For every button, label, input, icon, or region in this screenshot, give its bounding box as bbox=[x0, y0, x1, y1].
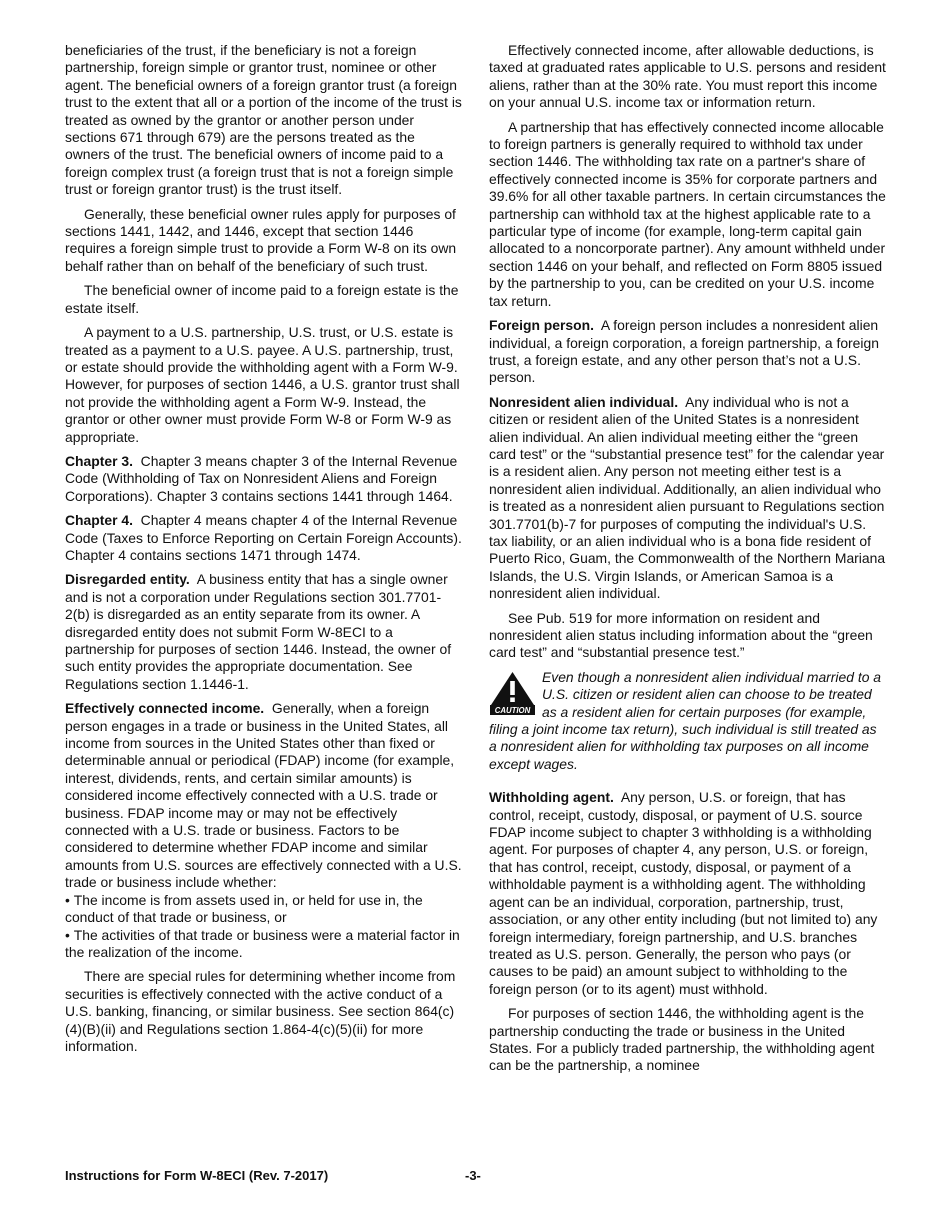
definition-text: A foreign person includes a nonresident alien individual, a foreign corporation, a foreign partnership, a foreign trust, a foreign estate, and any other person that’s not a U.S. person. bbox=[489, 317, 879, 386]
definition-text: Any person, U.S. or foreign, that has control, receipt, custody, disposal, or payment of U.S. source FDAP income subject to chapter 3 withholding is a withholding agent. For purposes of chapter 4, any person, U.S. or foreign, that has control, receipt, custody, disposal, or payment of a withholdable payment is a withholding agent. The withholding agent can be an individual, corporation, partnership, trust, association, or any other entity including (but not limited to) any foreign intermediary, foreign partnership, and U.S. branches treated as U.S. person. Generally, the person who pays (or causes to be paid) an amount subject to withholding to the foreign person (or to its agent) must withhold. bbox=[489, 789, 878, 997]
left-column bbox=[65, 42, 463, 1062]
bullet-icon: • bbox=[65, 891, 74, 908]
definition-chapter-3 bbox=[65, 453, 463, 505]
definition-withholding-agent bbox=[489, 789, 887, 998]
term-effectively-connected-income: Effectively connected income. bbox=[65, 700, 265, 717]
definition-text: Generally, when a foreign person engages in a trade or business in the United States, all income from sources in the United States other than fixed or determinable annual or periodical (FDAP) income (for example, interest, dividends, rents, and certain similar amounts) is considered income effectively connected with a U.S. trade or business. FDAP income may or may not be effectively connected with a U.S. trade or business. Factors to be considered to determine whether FDAP income and similar amounts from U.S. sources are effectively connected with a U.S. trade or business include whether: bbox=[65, 700, 462, 891]
paragraph-pub-519: See Pub. 519 for more information on resident and nonresident alien status including information about the “green card test” and “substantial presence test.” bbox=[489, 609, 873, 661]
paragraph-section-1446: For purposes of section 1446, the withholding agent is the partnership conducting the trade or business in the United States. For a publicly traded partnership, the withholding agent can be the partnership, a nominee bbox=[489, 1005, 875, 1074]
caution-note bbox=[489, 669, 887, 773]
page-footer bbox=[65, 1168, 885, 1186]
definition-text: A business entity that has a single owner and is not a corporation under Regulations section 301.7701-2(b) is disregarded as an entity separate from its owner. A disregarded entity does not submit Form W-8ECI to a partnership for purposes of section 1446. Instead, the owner of such entity provides the appropriate documentation. See Regulations section 1.1446-1. bbox=[65, 571, 452, 692]
paragraph-beneficial-owner-rules: Generally, these beneficial owner rules apply for purposes of sections 1441, 1442, and 1446, except that section 1446 requires a foreign simple trust to provide a Form W-8 on its own behalf rather than on behalf of the beneficiary of such trust. bbox=[65, 205, 457, 274]
caution-text: Even though a nonresident alien individual married to a U.S. citizen or resident alien can choose to be treated as a resident alien for certain purposes (for example, filing a joint income tax return), such individual is still treated as a nonresident alien for withholding tax purposes on all income except wages. bbox=[489, 668, 881, 772]
term-chapter-4: Chapter 4. bbox=[65, 512, 133, 529]
definition-chapter-4 bbox=[65, 512, 463, 564]
definition-disregarded-entity bbox=[65, 571, 463, 693]
term-withholding-agent: Withholding agent. bbox=[489, 789, 614, 806]
paragraph-special-rules: There are special rules for determining whether income from securities is effectively connected with the active conduct of a U.S. banking, financing, or similar business. See section 864(c)(4)(B)(ii) and Regulations section 1.864-4(c)(5)(ii) for more information. bbox=[65, 968, 456, 1054]
footer-title: Instructions for Form W-8ECI (Rev. 7-2017) bbox=[65, 1168, 329, 1183]
term-disregarded-entity: Disregarded entity. bbox=[65, 571, 190, 588]
bullet-icon: • bbox=[65, 926, 74, 943]
paragraph-graduated-rates: Effectively connected income, after allowable deductions, is taxed at graduated rates applicable to U.S. persons and resident aliens, rather than at the 30% rate. You must report this income on your annual U.S. income tax or information return. bbox=[489, 42, 886, 111]
caution-label: CAUTION bbox=[494, 705, 531, 715]
bullet-text: The income is from assets used in, or held for use in, the conduct of that trade or business, or bbox=[65, 891, 423, 926]
bullet-item bbox=[65, 927, 463, 962]
right-column bbox=[489, 42, 887, 1082]
caution-icon bbox=[489, 671, 536, 715]
page-number: -3- bbox=[465, 1168, 481, 1183]
definition-text: Chapter 4 means chapter 4 of the Internal Revenue Code (Taxes to Enforce Reporting on Certain Foreign Accounts). Chapter 4 contains sections 1471 through 1474. bbox=[65, 512, 462, 563]
paragraph-partnership-withholding: A partnership that has effectively connected income allocable to foreign partners is generally required to withhold tax under section 1446. The withholding tax rate on a partner's share of effectively connected income is 35% for corporate partners and 39.6% for all other taxable partners. In certain circumstances the partnership can withhold tax at the highest applicable rate to a particular type of income (for example, long-term capital gain allocated to a noncorporate partner). Any amount withheld under section 1446 on your behalf, and reflected on Form 8805 issued by the partnership to you, can be credited on your U.S. income tax return. bbox=[489, 118, 886, 309]
definition-text: Chapter 3 means chapter 3 of the Internal Revenue Code (Withholding of Tax on Nonresident Aliens and Foreign Corporations). Chapter 3 contains sections 1441 through 1464. bbox=[65, 452, 458, 504]
definition-foreign-person bbox=[489, 317, 887, 387]
term-chapter-3: Chapter 3. bbox=[65, 452, 133, 469]
definition-effectively-connected-income bbox=[65, 700, 463, 891]
definition-nonresident-alien bbox=[489, 394, 887, 603]
bullet-text: The activities of that trade or business were a material factor in the realization of the income. bbox=[65, 926, 460, 960]
paragraph-foreign-estate: The beneficial owner of income paid to a foreign estate is the estate itself. bbox=[65, 282, 459, 316]
paragraph-beneficiaries: beneficiaries of the trust, if the beneficiary is not a foreign partnership, foreign simple or grantor trust, nominee or other agent. The beneficial owners of a foreign grantor trust (a foreign trust to the extent that all or a portion of the income of the trust is treated as owned by the grantor or another person under sections 671 through 679) are the persons treated as the owners of the trust. The beneficial owners of income paid to a foreign complex trust (a foreign trust that is not a foreign simple trust or foreign grantor trust) is the trust itself. bbox=[65, 42, 462, 198]
bullet-item bbox=[65, 892, 463, 927]
definition-text: Any individual who is not a citizen or resident alien of the United States is a nonresident alien individual. An alien individual meeting either the “green card test” or the “substantial presence test” for the calendar year is a resident alien. Any person not meeting either test is a nonresident alien individual. Additionally, an alien individual who is treated as a nonresident alien pursuant to Regulations section 301.7701(b)-7 for purposes of computing the individual's U.S. tax liability, or an alien individual who is a bona fide resident of Puerto Rico, Guam, the Commonwealth of the Northern Mariana Islands, the U.S. Virgin Islands, or American Samoa is a nonresident alien individual. bbox=[489, 393, 886, 602]
paragraph-us-payee: A payment to a U.S. partnership, U.S. trust, or U.S. estate is treated as a payment to a U.S. payee. A U.S. partnership, trust, or estate should provide the withholding agent with a Form W-9. However, for purposes of section 1446, a U.S. grantor trust shall not provide the withholding agent a Form W-9. Instead, the grantor or other owner must provide Form W-8 or Form W-9 as appropriate. bbox=[65, 324, 460, 445]
term-foreign-person: Foreign person. bbox=[489, 317, 594, 334]
term-nonresident-alien: Nonresident alien individual. bbox=[489, 393, 679, 410]
